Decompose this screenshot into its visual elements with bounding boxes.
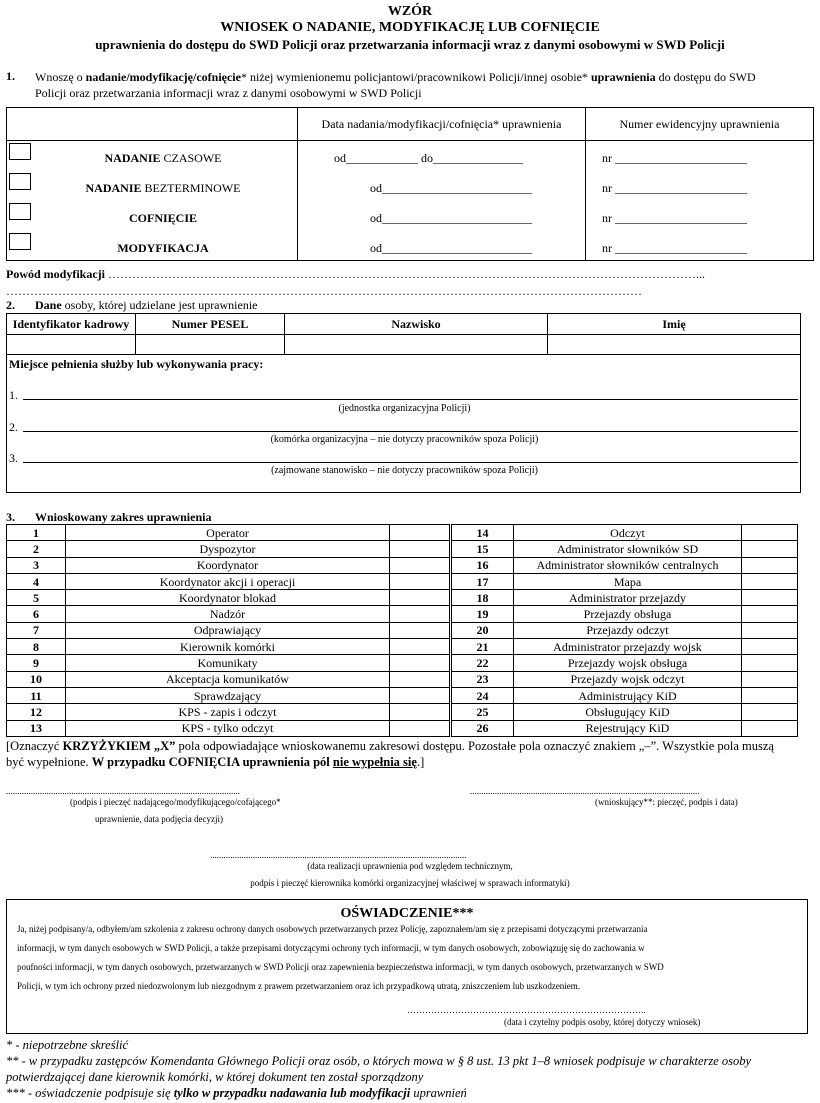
scope-mark-cell[interactable] [390, 720, 451, 736]
signature-right-caption: (wnioskujący**: pieczęć, podpis i data) [595, 797, 738, 807]
signature-left-line[interactable]: ........................................................................................................ [6, 786, 240, 796]
workplace-cell-input[interactable] [23, 431, 798, 432]
s1-text-c: * niżej wymienionemu policjantowi/pracownikowi Policji/innej osobie* [240, 70, 591, 84]
grant-table [6, 107, 814, 261]
scope-name: Koordynator blokad [66, 590, 390, 606]
staff-id-input[interactable] [7, 335, 136, 355]
scope-name: Komunikaty [66, 655, 390, 671]
declaration-line2: informacji, w tym danych osobowych w SWD Policji, a także przepisami dotyczącymi ochrony tych informacji, w tym danych osobowych, zobowiązuję się do zachowania w [17, 943, 645, 953]
workplace-caption: (komórka organizacyjna – nie dotyczy pracowników spoza Policji) [270, 434, 539, 445]
workplace-line-num: 1. [9, 388, 18, 402]
scope-row [7, 655, 798, 671]
col-surname: Nazwisko [285, 314, 548, 335]
scope-number: 5 [7, 590, 66, 606]
section1-text [35, 69, 817, 101]
scope-name: Obsługujący KiD [514, 704, 742, 720]
scope-name: Nadzór [66, 606, 390, 622]
footnote-1: * - niepotrzebne skreślić [6, 1038, 129, 1052]
scope-name: Dyspozytor [66, 541, 390, 557]
declaration-signature-caption: (data i czytelny podpis osoby, której dotyczy wniosek) [504, 1017, 701, 1027]
scope-row [7, 622, 798, 638]
s1-text-b: nadanie/modyfikację/cofnięcie [85, 70, 241, 84]
scope-number: 3 [7, 557, 66, 573]
workplace-line-num: 3. [9, 451, 18, 465]
section3-title: Wnioskowany zakres uprawnienia [35, 510, 212, 524]
note-a: [Oznaczyć [6, 739, 63, 753]
scope-number: 19 [451, 606, 514, 622]
scope-mark-cell[interactable] [742, 557, 798, 573]
surname-input[interactable] [285, 335, 548, 355]
grant-checkbox-indefinite[interactable] [9, 173, 31, 190]
scope-mark-cell[interactable] [390, 639, 451, 655]
grant-number-field[interactable]: nr ______________________ [602, 211, 747, 225]
scope-note [6, 738, 818, 770]
section3-number: 3. [6, 510, 15, 524]
scope-name: Administrator przejazdy wojsk [514, 639, 742, 655]
s2-title-rest: osoby, której udzielane jest uprawnienie [61, 298, 258, 312]
scope-row [7, 671, 798, 687]
reason-dots: …………………………………………………………………………………………………………………………………... [108, 267, 705, 281]
scope-mark-cell[interactable] [742, 655, 798, 671]
scope-number: 24 [451, 687, 514, 703]
scope-row [7, 606, 798, 622]
s2-title-bold: Dane [35, 298, 62, 312]
signature-left-caption2: uprawnienie, data podjęcia decyzji) [95, 814, 223, 824]
grant-type-bold: COFNIĘCIE [128, 211, 197, 225]
scope-number: 2 [7, 541, 66, 557]
grant-type-bold: NADANIE [85, 181, 142, 195]
footnote-3b: tylko w przypadku nadawania lub modyfikacji [173, 1086, 411, 1100]
scope-name: Rejestrujący KiD [514, 720, 742, 736]
workplace-position-input[interactable] [23, 462, 798, 463]
scope-name: Administrator słowników centralnych [514, 557, 742, 573]
scope-number: 25 [451, 704, 514, 720]
declaration-line3: poufności informacji, w tym danych osobowych, przetwarzanych w SWD Policji oraz zapewnienia bezpieczeństwa informacji, w tym danych osobowych, przetwarzanych w SWD [17, 962, 664, 972]
scope-mark-cell[interactable] [742, 573, 798, 589]
grant-number-field[interactable]: nr ______________________ [602, 240, 747, 255]
scope-number: 26 [451, 720, 514, 736]
s1-text-e: do dostępu do SWD [655, 70, 756, 84]
grant-date-field[interactable]: od_________________________ [298, 231, 586, 261]
scope-mark-cell[interactable] [390, 557, 451, 573]
scope-name: Koordynator [66, 557, 390, 573]
scope-row [7, 720, 798, 736]
scope-mark-cell[interactable] [742, 541, 798, 557]
signature-left-caption1: (podpis i pieczęć nadającego/modyfikującego/cofającego* [70, 797, 281, 807]
scope-number: 20 [451, 622, 514, 638]
footnote-2b: potwierdzającej dane kierownik komórki, w której dokument ten został sporządzony [6, 1070, 424, 1084]
col-pesel: Numer PESEL [136, 314, 285, 335]
footnote-3 [6, 1086, 467, 1101]
grant-type-bold: NADANIE [104, 151, 161, 166]
footnote-2a: ** - w przypadku zastępców Komendanta Głównego Policji oraz osób, o których mowa w § 8 ust. 13 pkt 1–8 wniosek podpisuje w charakterze osoby [6, 1054, 752, 1068]
scope-mark-cell[interactable] [742, 687, 798, 703]
grant-row [7, 141, 814, 171]
scope-name: Kierownik komórki [66, 639, 390, 655]
workplace-label: Miejsce pełnienia służby lub wykonywania pracy: [9, 357, 264, 371]
scope-number: 9 [7, 655, 66, 671]
grant-checkbox-revoke[interactable] [9, 203, 31, 220]
grant-head-empty [7, 108, 298, 141]
scope-number: 18 [451, 590, 514, 606]
scope-number: 7 [7, 622, 66, 638]
scope-number: 14 [451, 525, 514, 541]
scope-name: Przejazdy wojsk obsługa [514, 655, 742, 671]
scope-number: 12 [7, 704, 66, 720]
person-table [6, 313, 801, 355]
section1-number: 1. [6, 69, 15, 83]
scope-number: 10 [7, 671, 66, 687]
scope-name: Odczyt [514, 525, 742, 541]
scope-table [6, 524, 798, 737]
scope-mark-cell[interactable] [742, 671, 798, 687]
scope-mark-cell[interactable] [390, 655, 451, 671]
scope-name: KPS - tylko odczyt [66, 720, 390, 736]
grant-row [7, 201, 814, 231]
workplace-unit-input[interactable] [23, 399, 798, 400]
scope-number: 23 [451, 671, 514, 687]
footnote-3c: uprawnień [410, 1086, 467, 1100]
scope-number: 8 [7, 639, 66, 655]
scope-number: 4 [7, 573, 66, 589]
doc-label: WZÓR [387, 4, 433, 19]
note-b: KRZYŻYKIEM „X” [62, 739, 176, 753]
col-staff-id: Identyfikator kadrowy [7, 314, 136, 335]
scope-number: 6 [7, 606, 66, 622]
scope-name: Przejazdy odczyt [514, 622, 742, 638]
scope-row [7, 590, 798, 606]
s1-text-d: uprawnienia [590, 70, 656, 84]
grant-number-field[interactable]: nr ______________________ [602, 151, 747, 166]
grant-date-field[interactable]: od_________________________ [298, 201, 586, 231]
scope-name: Koordynator akcji i operacji [66, 573, 390, 589]
scope-mark-cell[interactable] [742, 720, 798, 736]
declaration-signature-line[interactable]: …………………………………………………………………….. [407, 1005, 646, 1015]
workplace-box [6, 354, 801, 493]
scope-mark-cell[interactable] [390, 622, 451, 638]
section2-number: 2. [6, 298, 15, 312]
scope-number: 22 [451, 655, 514, 671]
grant-checkbox-temporary[interactable] [9, 143, 31, 160]
scope-mark-cell[interactable] [390, 671, 451, 687]
grant-row [7, 231, 814, 261]
note-d: być wypełnione. [6, 755, 92, 769]
workplace-caption: (zajmowane stanowisko – nie dotyczy pracowników spoza Policji) [271, 465, 538, 476]
scope-name: Administrator słowników SD [514, 541, 742, 557]
note-f: nie wypełnia się [332, 755, 417, 769]
scope-row [7, 541, 798, 557]
declaration-line4: Policji, w tym ich ochrony przed niedozwolonym lub niezgodnym z prawem przetwarzaniem oraz ich przypadkową utratą, zniszczeniem lub uszkodzeniem. [17, 981, 581, 991]
scope-mark-cell[interactable] [390, 590, 451, 606]
note-c: pola odpowiadające wnioskowanemu zakresowi dostępu. Pozostałe pola oznaczyć znakiem „–”. Wszystkie pola muszą [175, 739, 774, 753]
grant-date-field[interactable]: od____________ do_______________ [298, 141, 586, 171]
grant-row [7, 171, 814, 201]
scope-number: 13 [7, 720, 66, 736]
grant-type-rest: CZASOWE [160, 151, 222, 166]
signature-mid-caption2: podpis i pieczęć kierownika komórki organizacyjnej właściwej w sprawach informatyki) [250, 878, 570, 888]
scope-name: Operator [66, 525, 390, 541]
scope-name: Akceptacja komunikatów [66, 671, 390, 687]
scope-number: 17 [451, 573, 514, 589]
scope-number: 1 [7, 525, 66, 541]
grant-head-date: Data nadania/modyfikacji/cofnięcia* uprawnienia [298, 108, 586, 141]
scope-mark-cell[interactable] [742, 622, 798, 638]
s1-text-f: Policji oraz przetwarzania informacji wraz z danymi osobowymi w SWD Policji [35, 86, 422, 100]
scope-number: 16 [451, 557, 514, 573]
note-e: W przypadku COFNIĘCIA uprawnienia pól [91, 755, 333, 769]
section2-title [35, 298, 258, 313]
scope-row [7, 687, 798, 703]
scope-name: Administrator przejazdy [514, 590, 742, 606]
scope-name: Sprawdzający [66, 687, 390, 703]
scope-number: 21 [451, 639, 514, 655]
grant-type-bold: MODYFIKACJA [117, 240, 209, 255]
scope-mark-cell[interactable] [390, 525, 451, 541]
col-firstname: Imię [548, 314, 801, 335]
grant-date-field[interactable]: od_________________________ [298, 171, 586, 201]
scope-row [7, 704, 798, 720]
reason-label: Powód modyfikacji [6, 267, 105, 281]
scope-mark-cell[interactable] [742, 525, 798, 541]
s1-text-a: Wnoszę o [35, 70, 86, 84]
footnote-3a: *** - oświadczenie podpisuje się [6, 1086, 174, 1100]
scope-mark-cell[interactable] [390, 606, 451, 622]
grant-number-field[interactable]: nr ______________________ [602, 181, 747, 195]
declaration-box [6, 899, 808, 1034]
declaration-title: OŚWIADCZENIE*** [340, 906, 474, 921]
scope-row [7, 557, 798, 573]
scope-row [7, 573, 798, 589]
note-g: .] [416, 755, 425, 769]
scope-number: 15 [451, 541, 514, 557]
scope-name: Przejazdy obsługa [514, 606, 742, 622]
scope-row [7, 639, 798, 655]
scope-mark-cell[interactable] [742, 606, 798, 622]
doc-title: WNIOSEK O NADANIE, MODYFIKACJĘ LUB COFNIĘCIE [220, 20, 600, 35]
scope-mark-cell[interactable] [390, 704, 451, 720]
reason-dots-line2[interactable]: …………………………………………………………………………………………………………………………………………… [6, 284, 642, 298]
signature-mid-caption1: (data realizacji uprawnienia pod względem technicznym, [307, 861, 513, 871]
scope-mark-cell[interactable] [390, 541, 451, 557]
scope-name: Odprawiający [66, 622, 390, 638]
scope-number: 11 [7, 687, 66, 703]
workplace-line-num: 2. [9, 420, 18, 434]
scope-mark-cell[interactable] [742, 590, 798, 606]
scope-mark-cell[interactable] [390, 573, 451, 589]
signature-mid-line[interactable]: .................................................................................................................. [210, 850, 467, 860]
scope-mark-cell[interactable] [742, 704, 798, 720]
modification-reason[interactable] [6, 267, 705, 282]
declaration-line1: Ja, niżej podpisany/a, odbyłem/am szkolenia z zakresu ochrony danych osobowych przetwarzanych przez Policję, zapoznałem/am się z przepisami dotyczącymi przetwarzania [17, 924, 648, 934]
scope-mark-cell[interactable] [742, 639, 798, 655]
scope-name: Mapa [514, 573, 742, 589]
pesel-input[interactable] [136, 335, 285, 355]
grant-type-rest: BEZTERMINOWE [141, 181, 241, 195]
firstname-input[interactable] [548, 335, 801, 355]
grant-checkbox-modify[interactable] [9, 233, 31, 250]
doc-subtitle: uprawnienia do dostępu do SWD Policji oraz przetwarzania informacji wraz z danymi osobowymi w SWD Policji [95, 37, 725, 52]
scope-name: KPS - zapis i odczyt [66, 704, 390, 720]
scope-row [7, 525, 798, 541]
scope-name: Przejazdy wojsk odczyt [514, 671, 742, 687]
workplace-caption: (jednostka organizacyjna Policji) [338, 403, 471, 414]
scope-name: Administrujący KiD [514, 687, 742, 703]
signature-right-line[interactable]: ...................................................................................................... [470, 786, 700, 796]
grant-head-number: Numer ewidencyjny uprawnienia [586, 108, 814, 141]
scope-mark-cell[interactable] [390, 687, 451, 703]
